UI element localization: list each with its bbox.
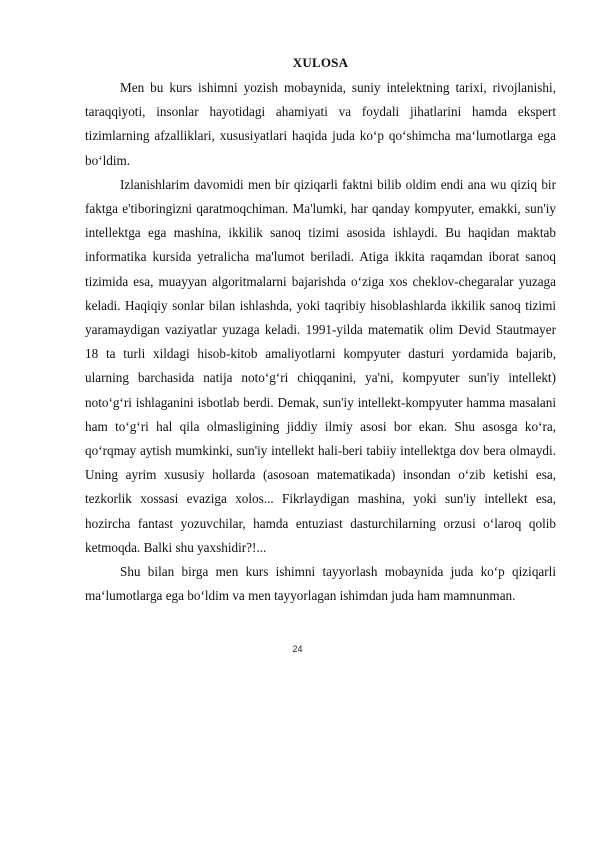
document-page [85,55,556,608]
paragraph-conclusion: Shu bilan birga men kurs ishimni tayyorlash mobaynida juda ko‘p qiziqarli ma‘lumotlarga ega bo‘ldim va men tayyorlagan ishimdan juda ham mamnunman. [85,564,556,604]
page-number: 24 [292,644,303,654]
section-title: XULOSA [292,55,349,70]
paragraph-fact: Izlanishlarim davomidi men bir qiziqarli faktni bilib oldim endi ana wu qiziq bir faktga e'tiboringizni qaratmoqchiman. Ma'lumki, har qanday kompyuter, emakki, sun'iy intellektga ega mashina, ikkilik sanoq tizimi asosida ishlaydi. Bu haqidan maktab informatika kursida yetralicha ma'lumot beriladi. Atiga ikkita raqamdan iborat sanoq tizimida esa, muayyan algoritmalarni bajarishda o‘ziga xos cheklov-chegaralar yuzaga keladi. Haqiqiy sonlar bilan ishlashda, yoki taqribiy hisoblashlarda ikkilik sanoq tizimi yaramaydigan vaziyatlar yuzaga keladi. 1991-yilda matematik olim Devid Stautmayer 18 ta turli xildagi hisob-kitob amaliyotlarni kompyuter dasturi yordamida bajarib, ularning barchasida natija noto‘g‘ri chiqqanini, ya'ni, kompyuter sun'iy intellekt) noto‘g‘ri ishlaganini isbotlab berdi. Demak, sun'iy intellekt-kompyuter hamma masalani ham to‘g‘ri hal qila olmasligining jiddiy ilmiy asosi bor ekan. Shu asosga ko‘ra, qo‘rqmay aytish mumkinki, sun'iy intellekt hali-beri tabiiy intellektga dov bera olmaydi. Uning ayrim xususiy hollarda (asosoan matematikada) insondan o‘zib ketishi esa, tezkorlik xossasi evaziga xolos... Fikrlaydigan mashina, yoki sun'iy intellekt esa, hozircha fantast yozuvchilar, hamda entuziast dasturchilarning orzusi o‘laroq qolib ketmoqda. Balki shu yaxshidir?!... [85,176,556,555]
paragraph-intro: Men bu kurs ishimni yozish mobaynida, suniy intelektning tarixi, rivojlanishi, taraqqiyoti, insonlar hayotidagi ahamiyati va foydali jihatlarini hamda ekspert tizimlarning afzalliklari, xususiyatlari haqida juda ko‘p qo‘shimcha ma‘lumotlarga ega bo‘ldim. [85,80,556,168]
